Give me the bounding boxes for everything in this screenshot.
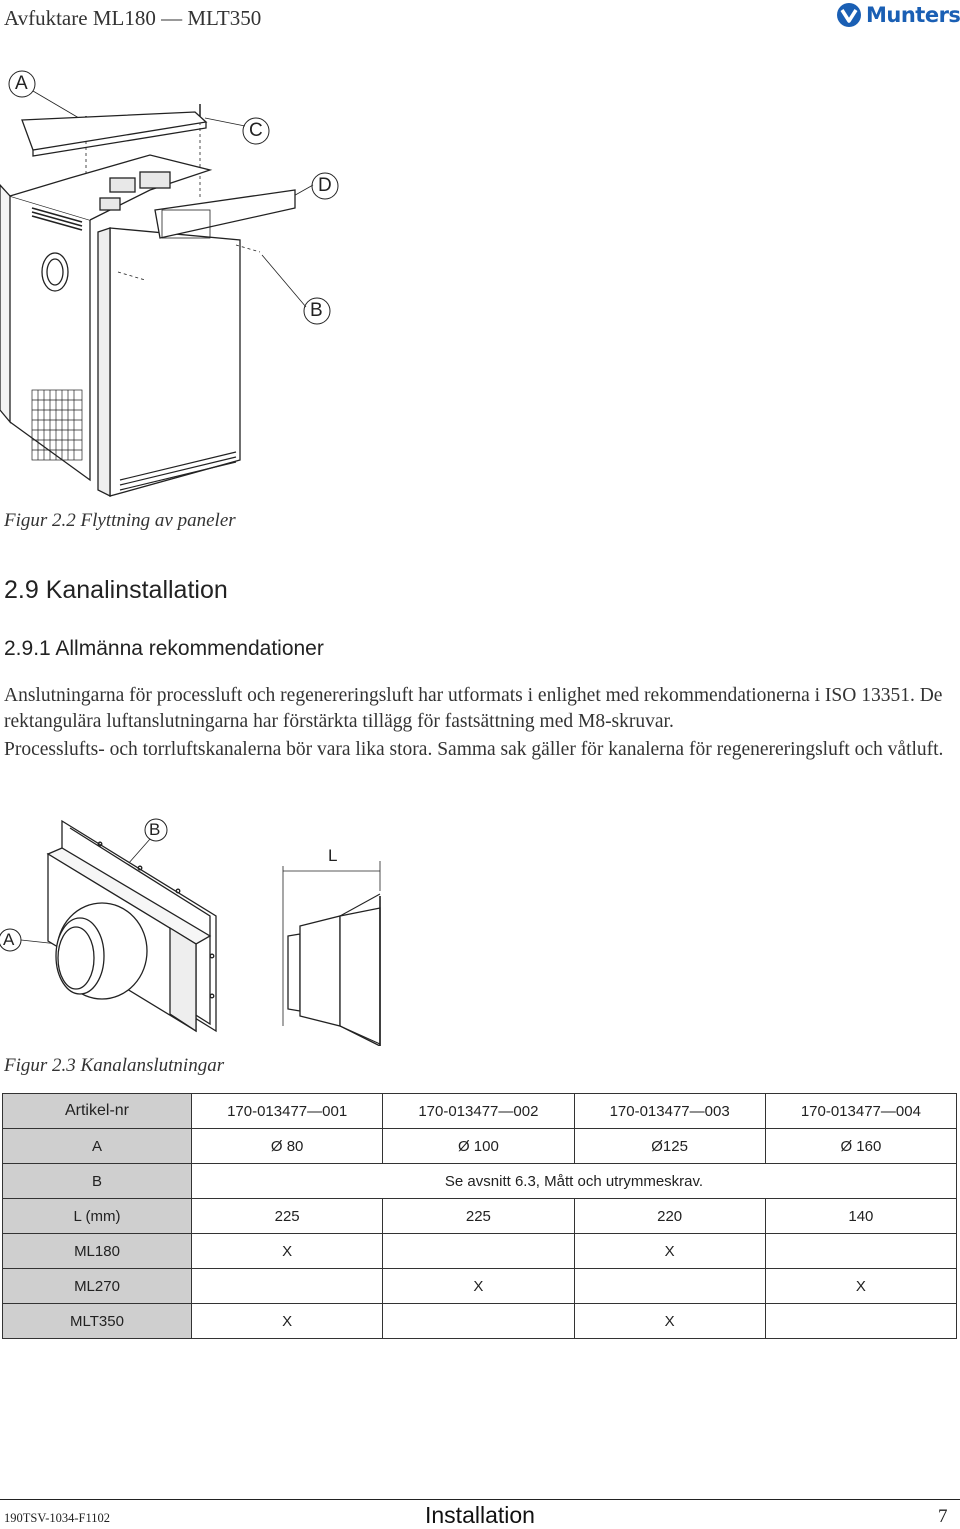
table-header-row <box>3 1094 957 1129</box>
table-cell <box>383 1304 574 1339</box>
row-label: A <box>3 1129 192 1164</box>
munters-m-icon <box>836 2 862 28</box>
footer-section: Installation <box>425 1502 535 1528</box>
table-cell: Ø 100 <box>383 1129 574 1164</box>
table-cell: Ø 80 <box>192 1129 383 1164</box>
table-cell <box>765 1234 956 1269</box>
figure-panel-removal <box>0 60 360 500</box>
table-column-header: 170-013477—003 <box>574 1094 765 1129</box>
brand-name: Munters <box>866 3 960 27</box>
row-label: ML180 <box>3 1234 192 1269</box>
table-row <box>3 1304 957 1339</box>
footer-doc-id: 190TSV-1034-F1102 <box>4 1511 111 1525</box>
figure-duct-connections <box>0 816 400 1046</box>
article-table <box>2 1093 957 1339</box>
header-title: Avfuktare ML180 — MLT350 <box>4 6 262 30</box>
table-column-header: 170-013477—001 <box>192 1094 383 1129</box>
figure2-label-l-text: L <box>328 846 338 865</box>
figure2-label-b-text: B <box>149 820 161 839</box>
table-cell: X <box>574 1304 765 1339</box>
page-number: 7 <box>938 1506 948 1527</box>
row-label: L (mm) <box>3 1199 192 1234</box>
table-cell: 225 <box>383 1199 574 1234</box>
table-cell <box>765 1304 956 1339</box>
table-row <box>3 1129 957 1164</box>
table-cell: X <box>574 1234 765 1269</box>
table-header-label: Artikel-nr <box>3 1094 192 1129</box>
figure2-label-a-text: A <box>3 930 15 949</box>
figure1-label-b-text: B <box>310 300 323 321</box>
figure1-label-c-text: C <box>249 120 263 141</box>
row-label: B <box>3 1164 192 1199</box>
figure2-caption: Figur 2.3 Kanalanslutningar <box>4 1055 225 1076</box>
munters-logo <box>836 2 960 28</box>
table-cell: 140 <box>765 1199 956 1234</box>
table-column-header: 170-013477—002 <box>383 1094 574 1129</box>
table-cell: 220 <box>574 1199 765 1234</box>
row-label: ML270 <box>3 1269 192 1304</box>
figure1-label-d-text: D <box>318 175 332 196</box>
table-cell: Ø125 <box>574 1129 765 1164</box>
table-cell <box>574 1269 765 1304</box>
row-label: MLT350 <box>3 1304 192 1339</box>
table-row <box>3 1199 957 1234</box>
table-cell: X <box>383 1269 574 1304</box>
figure1-caption: Figur 2.2 Flyttning av paneler <box>4 510 236 531</box>
table-cell <box>383 1234 574 1269</box>
paragraph-2: Processlufts- och torrluftskanalerna bör vara lika stora. Samma sak gäller för kanalerna för regenereringsluft och våtluft. <box>4 739 944 760</box>
table-cell <box>192 1269 383 1304</box>
table-cell: X <box>192 1304 383 1339</box>
table-row <box>3 1164 957 1199</box>
table-merged-cell: Se avsnitt 6.3, Mått och utrymmeskrav. <box>192 1164 957 1199</box>
section-heading: 2.9 Kanalinstallation <box>4 576 228 604</box>
table-column-header: 170-013477—004 <box>765 1094 956 1129</box>
figure1-label-a-text: A <box>15 73 28 94</box>
table-cell: Ø 160 <box>765 1129 956 1164</box>
footer-divider <box>0 1499 960 1500</box>
table-cell: X <box>765 1269 956 1304</box>
table-row <box>3 1234 957 1269</box>
table-cell: X <box>192 1234 383 1269</box>
subsection-heading: 2.9.1 Allmänna rekommendationer <box>4 637 324 660</box>
body-text <box>4 683 956 765</box>
table-cell: 225 <box>192 1199 383 1234</box>
paragraph-1: Anslutningarna för processluft och regenereringsluft har utformats i enlighet med rekommendationerna i ISO 13351. De rektangulära luftanslutningarna har förstärkta tillägg för fastsättning med M8-skruvar. <box>4 685 943 732</box>
table-row <box>3 1269 957 1304</box>
